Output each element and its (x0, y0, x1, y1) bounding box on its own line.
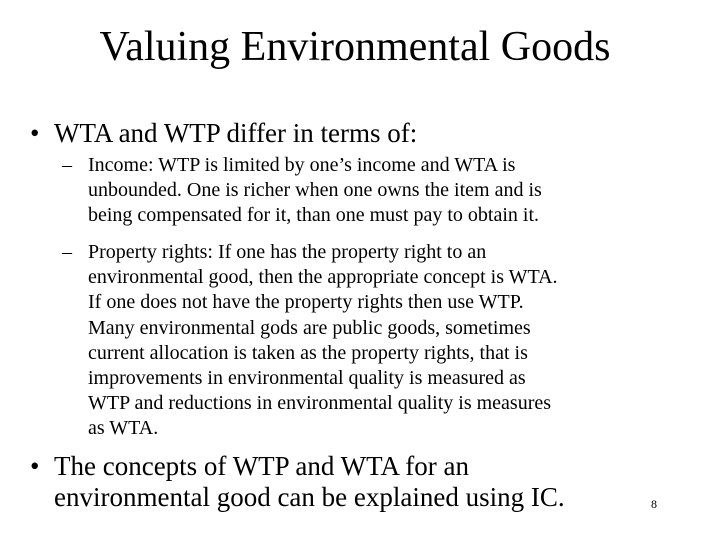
sub-item-property-rights (62, 240, 682, 444)
sub-item-text (88, 240, 558, 442)
sub-item-line: being compensated for it, than one must pay to obtain it. (88, 204, 540, 227)
sub-bullet-marker: – (62, 241, 72, 263)
sub-bullet-marker: – (62, 154, 72, 176)
sub-item-line: Many environmental gods are public goods, sometimes (88, 316, 531, 339)
sub-item-line: improvements in environmental quality is measured as (88, 367, 526, 390)
bullet-text (54, 451, 565, 513)
bullet-line: The concepts of WTP and WTA for an (54, 451, 469, 481)
sub-item-line: Property rights: If one has the property right to an (88, 241, 487, 263)
sub-item-income (62, 153, 662, 231)
bullet-item-concepts-ic (30, 451, 630, 515)
bullet-marker: • (30, 118, 40, 148)
slide-title: Valuing Environmental Goods (99, 24, 611, 70)
bullet-line: environmental good can be explained using IC. (54, 482, 565, 512)
bullet-marker: • (30, 451, 40, 481)
bullet-text (54, 118, 417, 149)
sub-item-line: as WTA. (88, 417, 159, 440)
page-number: 8 (651, 497, 657, 511)
sub-item-text (88, 153, 542, 229)
sub-item-line: unbounded. One is richer when one owns the item and is (88, 179, 542, 202)
sub-item-line: current allocation is taken as the property rights, that is (88, 341, 528, 364)
bullet-item-wta-wtp-differ (30, 118, 680, 150)
sub-item-line: If one does not have the property rights then use WTP. (88, 291, 524, 314)
bullet-line: WTA and WTP differ in terms of: (54, 118, 418, 148)
sub-item-line: Income: WTP is limited by one’s income and WTA is (88, 154, 516, 176)
sub-item-line: environmental good, then the appropriate concept is WTA. (88, 266, 558, 289)
sub-item-line: WTP and reductions in environmental quality is measures (88, 392, 552, 415)
